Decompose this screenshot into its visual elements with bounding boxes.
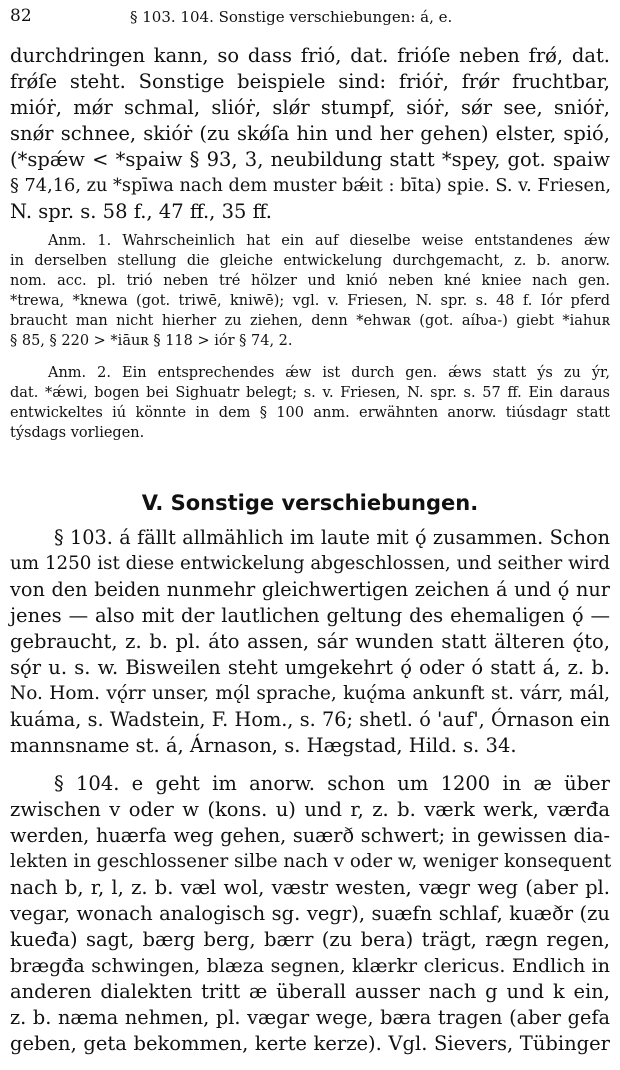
note-line: týsdags vorliegen. bbox=[10, 425, 145, 441]
note-line: *trewa, *knewa (got. triwē, kniwē); vgl. v. Friesen, N. spr. s. 48 f. Iór pferd bbox=[10, 293, 610, 309]
text-line: anderen dialekten tritt æ überall ausser nach g und k ein, bbox=[10, 980, 610, 1003]
note-line: Anm. 1. Wahrscheinlich hat ein auf dieselbe weise entstandenes ǽw bbox=[48, 233, 610, 249]
text-line: von den beiden nunmehr gleichwertigen zeichen á und ǫ́ nur bbox=[10, 578, 610, 601]
text-line: jenes — also mit der lautlichen geltung des ehemaligen ǫ́ — bbox=[10, 604, 610, 627]
text-line: werden, huærfa weg gehen, suærð schwert; in gewissen dia- bbox=[10, 824, 610, 847]
note-line: braucht man nicht hierher zu ziehen, denn *ehwaʀ (got. aíƕa-) giebt *iahuʀ bbox=[10, 313, 610, 329]
text-line: kuáma, s. Wadstein, F. Hom., s. 76; shetl. ó 'auf', Órnason ein bbox=[10, 708, 610, 731]
text-line: No. Hom. vǫ́rr unser, mǫ́l sprache, kuǫ́ma ankunft st. várr, mál, bbox=[10, 683, 610, 704]
note-line: dat. *ǽwi, bogen bei Sighuatr belegt; s. v. Friesen, N. spr. s. 57 ff. Ein daraus bbox=[10, 385, 610, 401]
text-line: zwischen v oder w (kons. u) und r, z. b. værk werk, værđa bbox=[10, 798, 610, 821]
note-line: in derselben stellung die gleiche entwickelung durchgemacht, z. b. anorw. bbox=[10, 253, 610, 269]
page-number: 82 bbox=[10, 6, 32, 26]
running-header bbox=[10, 6, 610, 32]
text-line: durchdringen kann, so dass frió, dat. frióſe neben frǿ, dat. bbox=[10, 44, 610, 67]
text-line: kueđa) sagt, bærg berg, bærr (zu bera) trägt, rægn regen, bbox=[10, 928, 610, 951]
note-line: entwickeltes iú könnte in dem § 100 anm. erwähnten anorw. tiúsdagr statt bbox=[10, 405, 610, 421]
text-line: vegar, wonach analogisch sg. vegr), suæfn schlaf, kuæðr (zu bbox=[10, 902, 610, 925]
text-line: N. spr. s. 58 f., 47 ff., 35 ff. bbox=[10, 200, 272, 223]
text-line: (*spǽw < *spaiw § 93, 3, neubildung statt *spey, got. spaiw bbox=[10, 148, 610, 171]
text-line: mióṙ, mǿr schmal, slióṙ, slǿr stumpf, sióṙ, sǿr see, snióṙ, bbox=[10, 96, 610, 119]
text-line: geben, geta bekommen, kerte kerze). Vgl. Sievers, Tübinger bbox=[10, 1032, 610, 1055]
text-line: nach b, r, l, z. b. væl wol, væstr westen, vægr weg (aber pl. bbox=[10, 876, 610, 899]
text-line: § 103. á fällt allmählich im laute mit ǫ́ zusammen. Schon bbox=[54, 526, 610, 549]
section-heading: V. Sonstige verschiebungen. bbox=[141, 491, 479, 515]
text-line: um 1250 ist diese entwickelung abgeschlossen, und seither wird bbox=[10, 553, 610, 574]
text-line: brægđa schwingen, blæza segnen, klærkr clericus. Endlich in bbox=[10, 955, 610, 977]
text-line: gebraucht, z. b. pl. áto assen, sár wunden statt älteren ǫ́to, bbox=[10, 630, 610, 653]
note-line: nom. acc. pl. trió neben tré hölzer und knió neben kné kniee nach gen. bbox=[10, 273, 610, 289]
text-line: mannsname st. á, Árnason, s. Hægstad, Hild. s. 34. bbox=[10, 734, 517, 757]
note-line: Anm. 2. Ein entsprechendes ǽw ist durch gen. ǽws statt ýs zu ýr, bbox=[48, 365, 610, 381]
text-line: z. b. næma nehmen, pl. vægar wege, bæra tragen (aber gefa bbox=[10, 1006, 610, 1029]
text-line: frǿſe steht. Sonstige beispiele sind: frióṙ, frǿr fruchtbar, bbox=[10, 70, 610, 93]
text-line: § 74,16, zu *spīwa nach dem muster bǽit : bīta) spie. S. v. Friesen, bbox=[10, 176, 612, 196]
text-line: snǿr schnee, skióṙ (zu skǿſa hin und her gehen) elster, spió, bbox=[10, 122, 610, 145]
text-line: § 104. e geht im anorw. schon um 1200 in æ über bbox=[54, 772, 610, 795]
text-line: lekten in geschlossener silbe nach v oder w, weniger konsequent bbox=[10, 851, 612, 872]
text-line: sǫ́r u. s. w. Bisweilen steht umgekehrt ǫ́ oder ó statt á, z. b. bbox=[10, 656, 610, 679]
running-title: § 103. 104. Sonstige verschiebungen: á, e. bbox=[130, 8, 453, 26]
note-line: § 85, § 220 > *iāuʀ § 118 > iór § 74, 2. bbox=[10, 333, 293, 349]
